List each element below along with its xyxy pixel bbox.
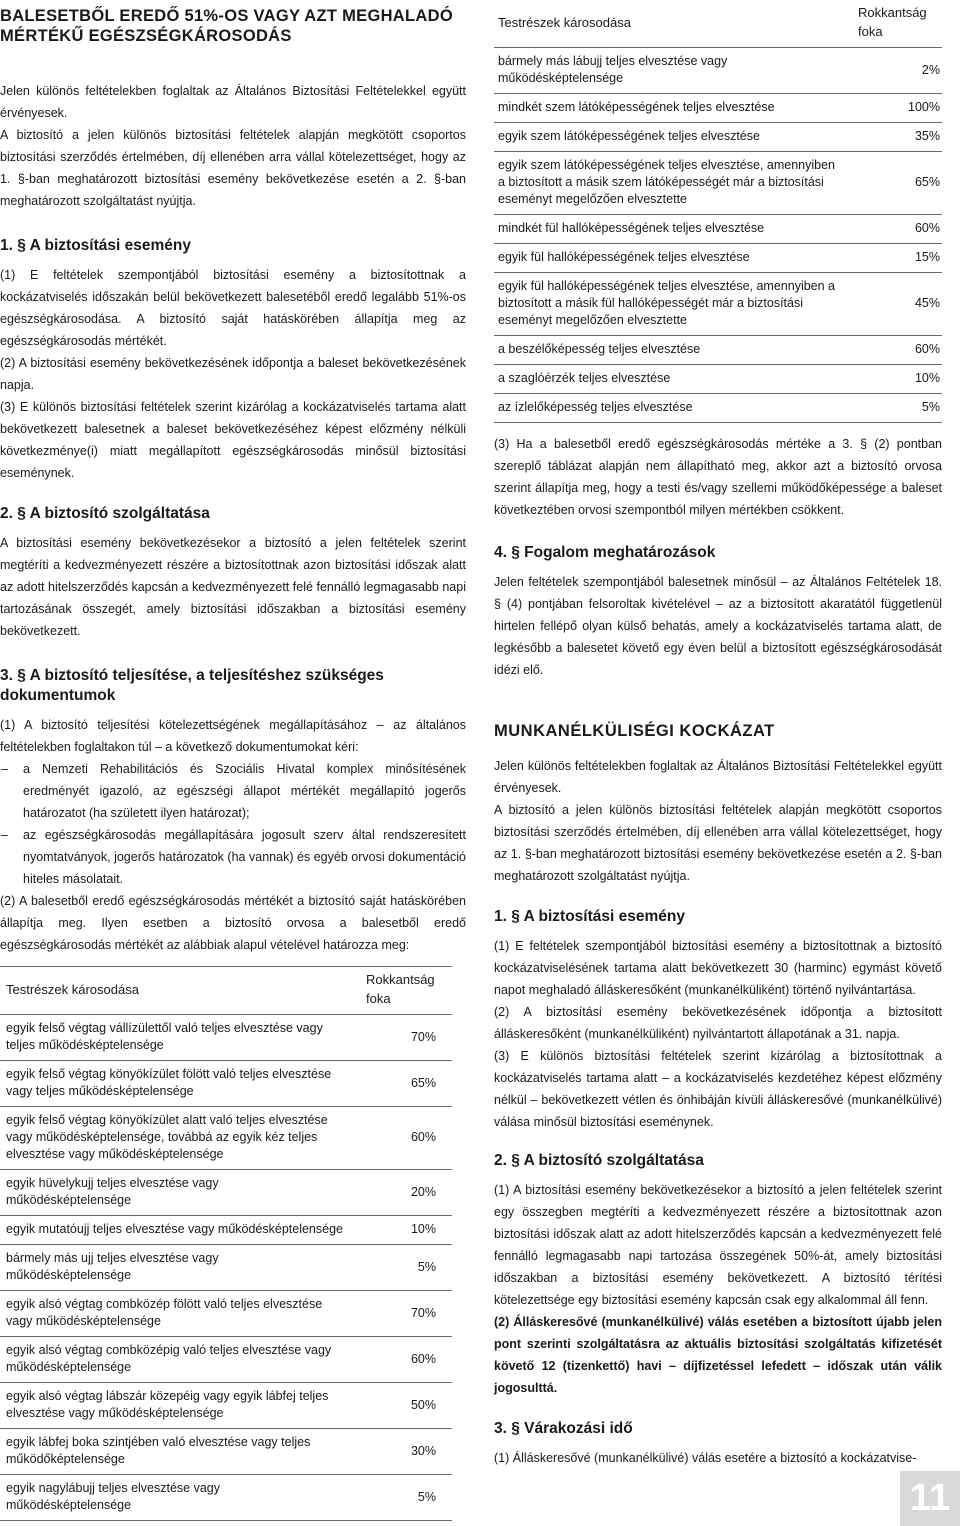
- table-cell: egyik hüvelykujj teljes elvesztése vagy működésképtelensége: [0, 1170, 366, 1216]
- table-cell: a szaglóérzék teljes elvesztése: [494, 365, 858, 394]
- table-cell-rate: 65%: [366, 1061, 452, 1107]
- table-cell-rate: 20%: [366, 1170, 452, 1216]
- table-row: [0, 1015, 452, 1061]
- table-row: [0, 1475, 452, 1521]
- table-row: [0, 1291, 452, 1337]
- table-cell-rate: 65%: [858, 152, 942, 215]
- paragraph: (3) E különös biztosítási feltételek szerint kizárólag a kockázatviselés tartama alatt bekövetkezett balesetnek a baleset bekövetkezéséhez képest előzmény nélküli következménye(i) miatt megállapított egészségkárosodás minősül biztosítási eseménynek.: [0, 400, 466, 480]
- table-row: [0, 1216, 452, 1245]
- table-cell: bármely más ujj teljes elvesztése vagy működésképtelensége: [0, 1245, 366, 1291]
- table-cell: egyik nagylábujj teljes elvesztése vagy működésképtelensége: [6, 1481, 221, 1512]
- table-cell: mindkét szem látóképességének teljes elvesztése: [494, 94, 858, 123]
- heading-2: 2. § A biztosító szolgáltatása: [494, 1152, 704, 1169]
- list-item: – az egészségkárosodás megállapítására jogosult szerv által rendszeresített nyomtatványok, jogerős határozatok (ha vannak) és egyéb orvosi dokumentáció hiteles másolatait.: [0, 824, 466, 890]
- column-header-body-part: Testrészek károsodása: [0, 967, 366, 1015]
- intro-paragraph-2: A biztosító a jelen különös biztosítási feltételek alapján megkötött csoportos biztosítási szerződés értelmében, díj ellenében arra vállal kötelezettséget, hogy az 1. §-ban meghatározott biztosítási esemény bekövetkezése esetén a 2. §-ban meghatározott szolgáltatást nyújtja.: [0, 128, 466, 208]
- table-cell-rate: 10%: [366, 1216, 452, 1245]
- table-cell-rate: 60%: [858, 336, 942, 365]
- table-row: [494, 273, 942, 336]
- table-cell: egyik szem látóképességének teljes elvesztése, amennyiben a biztosított a másik szem látóképességét már a biztosítási eseményt megelőzően elvesztette: [494, 152, 858, 215]
- document-list: [0, 758, 466, 890]
- table-row: [494, 94, 942, 123]
- table-row: [0, 1429, 452, 1475]
- table-cell-rate: 60%: [366, 1107, 452, 1170]
- heading-3: 3. § Várakozási idő: [494, 1420, 633, 1437]
- table-row: [0, 1383, 452, 1429]
- table-cell-rate: 35%: [858, 123, 942, 152]
- list-item: – a Nemzeti Rehabilitációs és Szociális Hivatal komplex minősítésének eredményét igazoló, az egészségi állapot mértékét megállapító jogerős határozatot (ha született ilyen határozat);: [0, 758, 466, 824]
- table-row: [494, 48, 942, 94]
- table-row: [494, 123, 942, 152]
- table-cell: egyik felső végtag vállízülettől való teljes elvesztése vagy teljes működésképtelensége: [0, 1015, 366, 1061]
- heading-2: 2. § A biztosító szolgáltatása: [0, 505, 210, 522]
- intro-paragraph: Jelen különös feltételekben foglaltak az Általános Biztosítási Feltételekkel együtt érvényesek.: [0, 84, 466, 120]
- paragraph: (1) A biztosító teljesítési kötelezettségének megállapításához – az általános feltételekben foglaltakon túl – a következő dokumentumokat kéri:: [0, 718, 466, 754]
- paragraph: Jelen feltételek szempontjából balesetnek minősül – az Általános Feltételek 18. § (4) pontjában felsoroltak kivételével – az a biztosított akaratától függetlenül hirtelen fellépő olyan külső behatás, amely a kockázatviselés tartama alatt, de legkésőbb a balesetet követő egy éven belül a biztosított egészségkárosodását idézi elő.: [494, 575, 942, 677]
- table-cell: egyik fül hallóképességének teljes elvesztése: [494, 244, 858, 273]
- table-row: [494, 365, 942, 394]
- table-cell: egyik alsó végtag combközép fölött való teljes elvesztése vagy működésképtelensége: [0, 1291, 366, 1337]
- table-row: [494, 394, 942, 423]
- paragraph: (1) A biztosítási esemény bekövetkezésekor a biztosító a jelen feltételek szerint egy összegben megtéríti a kedvezményezett részére a biztosítottnak azon biztosítási időszak alatt az adott hitelszerződés kapcsán a kedvezményezett felé fennálló legmagasabb napi tartozása összegének 50%-át, amely biztosítási időszakban a biztosítási esemény bekövetkezett. A biztosító térítési kötelezettsége egy biztosítási esemény kapcsán csak egy alkalommal áll fenn.: [494, 1183, 942, 1307]
- table-row: [0, 1107, 452, 1170]
- heading-1: 1. § A biztosítási esemény: [494, 908, 685, 925]
- table-cell-rate: 2%: [858, 48, 942, 94]
- column-header-rate: Rokkantság foka: [366, 967, 452, 1015]
- table-cell: mindkét fül hallóképességének teljes elvesztése: [494, 215, 858, 244]
- table-cell-rate: 60%: [366, 1337, 452, 1383]
- table-cell-rate: 45%: [858, 273, 942, 336]
- disability-table-continued: [494, 0, 942, 423]
- intro-paragraph-2: A biztosító a jelen különös biztosítási feltételek alapján megkötött csoportos biztosítási szerződés értelmében, díj ellenében arra vállal kötelezettséget, hogy az 1. §-ban meghatározott biztosítási esemény bekövetkezése esetén a 2. §-ban meghatározott szolgáltatást nyújtja.: [494, 803, 942, 883]
- table-cell: egyik fül hallóképességének teljes elvesztése, amennyiben a biztosított a másik fül hallóképességét már a biztosítási eseményt megelőzően elvesztette: [494, 273, 858, 336]
- paragraph: (1) Álláskeresővé (munkanélkülivé) válás esetére a biztosító a kockázatvise-: [494, 1451, 917, 1465]
- table-cell-rate: 5%: [366, 1245, 452, 1291]
- table-cell-rate: 10%: [858, 365, 942, 394]
- table-cell-rate: 60%: [858, 215, 942, 244]
- table-row: [494, 152, 942, 215]
- table-row: [0, 1170, 452, 1216]
- table-cell: bármely más lábujj teljes elvesztése vagy működésképtelensége: [494, 48, 858, 94]
- table-cell-rate: 50%: [366, 1383, 452, 1429]
- disability-table: [0, 966, 452, 1521]
- table-cell-rate: 100%: [858, 94, 942, 123]
- table-cell: egyik felső végtag könyökízület fölött való teljes elvesztése vagy teljes működésképtelensége: [0, 1061, 366, 1107]
- table-cell: egyik lábfej boka szintjében való elvesztése vagy teljes működőképtelensége: [0, 1429, 366, 1475]
- table-header: [0, 967, 452, 1015]
- paragraph: (1) E feltételek szempontjából biztosítási esemény a biztosítottnak a biztosító kockázatviselésének tartama alatt bekövetkezett 30 (harminc) egymást követő napot meghaladó álláskeresőként (munkanélküliként) történő nyilvántartása.: [494, 939, 942, 997]
- table-cell: egyik szem látóképességének teljes elvesztése: [494, 123, 858, 152]
- table-cell: egyik alsó végtag lábszár közepéig vagy egyik lábfej teljes elvesztése vagy működésképtelensége: [0, 1383, 366, 1429]
- paragraph: (2) A balesetből eredő egészségkárosodás mértékét a biztosító saját hatáskörében állapítja meg. Ilyen esetben a biztosító orvosa a balesetből eredő egészségkárosodás mértékét az alábbiak alapul vételével határozza meg:: [0, 894, 466, 952]
- paragraph: (3) Ha a balesetből eredő egészségkárosodás mértéke a 3. § (2) pontban szereplő táblázat alapján nem állapítható meg, akkor azt a biztosító orvosa szerint állapítja meg, hogy a testi és/vagy szellemi működőképessége a baleset következtében orvosi szempontból milyen mértékben csökkent.: [494, 437, 942, 517]
- page-number: 11: [900, 1471, 960, 1526]
- paragraph: (2) A biztosítási esemény bekövetkezésének időpontja a baleset bekövetkezésének napja.: [0, 356, 466, 392]
- column-header-body-part: Testrészek károsodása: [494, 0, 858, 48]
- table-cell: a beszélőképesség teljes elvesztése: [494, 336, 858, 365]
- table-cell-rate: 70%: [366, 1015, 452, 1061]
- table-row: [494, 244, 942, 273]
- paragraph: A biztosítási esemény bekövetkezésekor a biztosító a jelen feltételek szerint megtéríti a kedvezményezett részére a biztosítottnak azon biztosítási időszak alatt az adott hitelszerződés kapcsán a kedvezményezett felé fennálló legmagasabb napi tartozásának összegét, amely biztosítási időszakban a biztosítási esemény bekövetkezett.: [0, 536, 466, 638]
- table-row: [0, 1337, 452, 1383]
- table-row: [0, 1061, 452, 1107]
- table-row: [494, 215, 942, 244]
- heading-1: 1. § A biztosítási esemény: [0, 237, 191, 254]
- intro-paragraph: Jelen különös feltételekben foglaltak az Általános Biztosítási Feltételekkel együtt érvényesek.: [494, 759, 942, 795]
- table-cell: egyik mutatóujj teljes elvesztése vagy működésképtelensége: [0, 1216, 366, 1245]
- section-title-accident: BALESETBŐL EREDŐ 51%-OS VAGY AZT MEGHALADÓ MÉRTÉKŰ EGÉSZSÉGKÁROSODÁS: [0, 7, 453, 45]
- table-row: [0, 1245, 452, 1291]
- paragraph: (2) A biztosítási esemény bekövetkezésének időpontja a biztosított álláskeresőként (munkanélküliként) nyilvántartott állapotának a 31. napja.: [494, 1005, 942, 1041]
- table-cell: egyik alsó végtag combközépig való teljes elvesztése vagy működésképtelensége: [0, 1337, 366, 1383]
- right-column: [494, 0, 942, 1469]
- heading-3: 3. § A biztosító teljesítése, a teljesítéshez szükséges dokumentumok: [0, 667, 384, 704]
- left-column: [0, 0, 466, 1521]
- table-cell-rate: 5%: [417, 1489, 436, 1504]
- table-cell-rate: 15%: [858, 244, 942, 273]
- table-cell-rate: 30%: [366, 1429, 452, 1475]
- paragraph: (3) E különös biztosítási feltételek szerint kizárólag a biztosítottnak a kockázatviselés tartama alatt – a kockázatviselés kezdetéhez képest előzmény nélkül – bekövetkezett vétlen és önhibáján kívüli álláskeresővé (munkanélkülivé) válása minősül biztosítási eseménynek.: [494, 1049, 942, 1129]
- table-row: [494, 336, 942, 365]
- paragraph: (1) E feltételek szempontjából biztosítási esemény a biztosítottnak a kockázatviselés időszakán belül bekövetkezett balesetéből eredő legalább 51%-os egészségkárosodása. A biztosító saját hatáskörében állapítja meg az egészségkárosodás mértékét.: [0, 268, 466, 348]
- table-header: [494, 0, 942, 48]
- column-header-rate: Rokkantság foka: [858, 0, 942, 48]
- table-cell: egyik felső végtag könyökízület alatt való teljes elvesztése vagy működésképtelensége, továbbá az egyik kéz teljes elvesztése vagy működésképtelensége: [0, 1107, 366, 1170]
- heading-4: 4. § Fogalom meghatározások: [494, 544, 716, 561]
- table-cell-rate: 70%: [366, 1291, 452, 1337]
- table-cell: az ízlelőképesség teljes elvesztése: [498, 400, 693, 414]
- paragraph-emphasis: (2) Álláskeresővé (munkanélkülivé) válás esetében a biztosított újabb jelen pont szerinti szolgáltatásra az aktuális biztosítási szolgáltatás kifizetését követő 12 (tizenkettő) havi – díjfizetéssel lefedett – időszak után válik jogosulttá.: [494, 1315, 942, 1395]
- section-title-unemployment: MUNKANÉLKÜLISÉGI KOCKÁZAT: [494, 722, 775, 740]
- table-cell-rate: 5%: [921, 400, 940, 414]
